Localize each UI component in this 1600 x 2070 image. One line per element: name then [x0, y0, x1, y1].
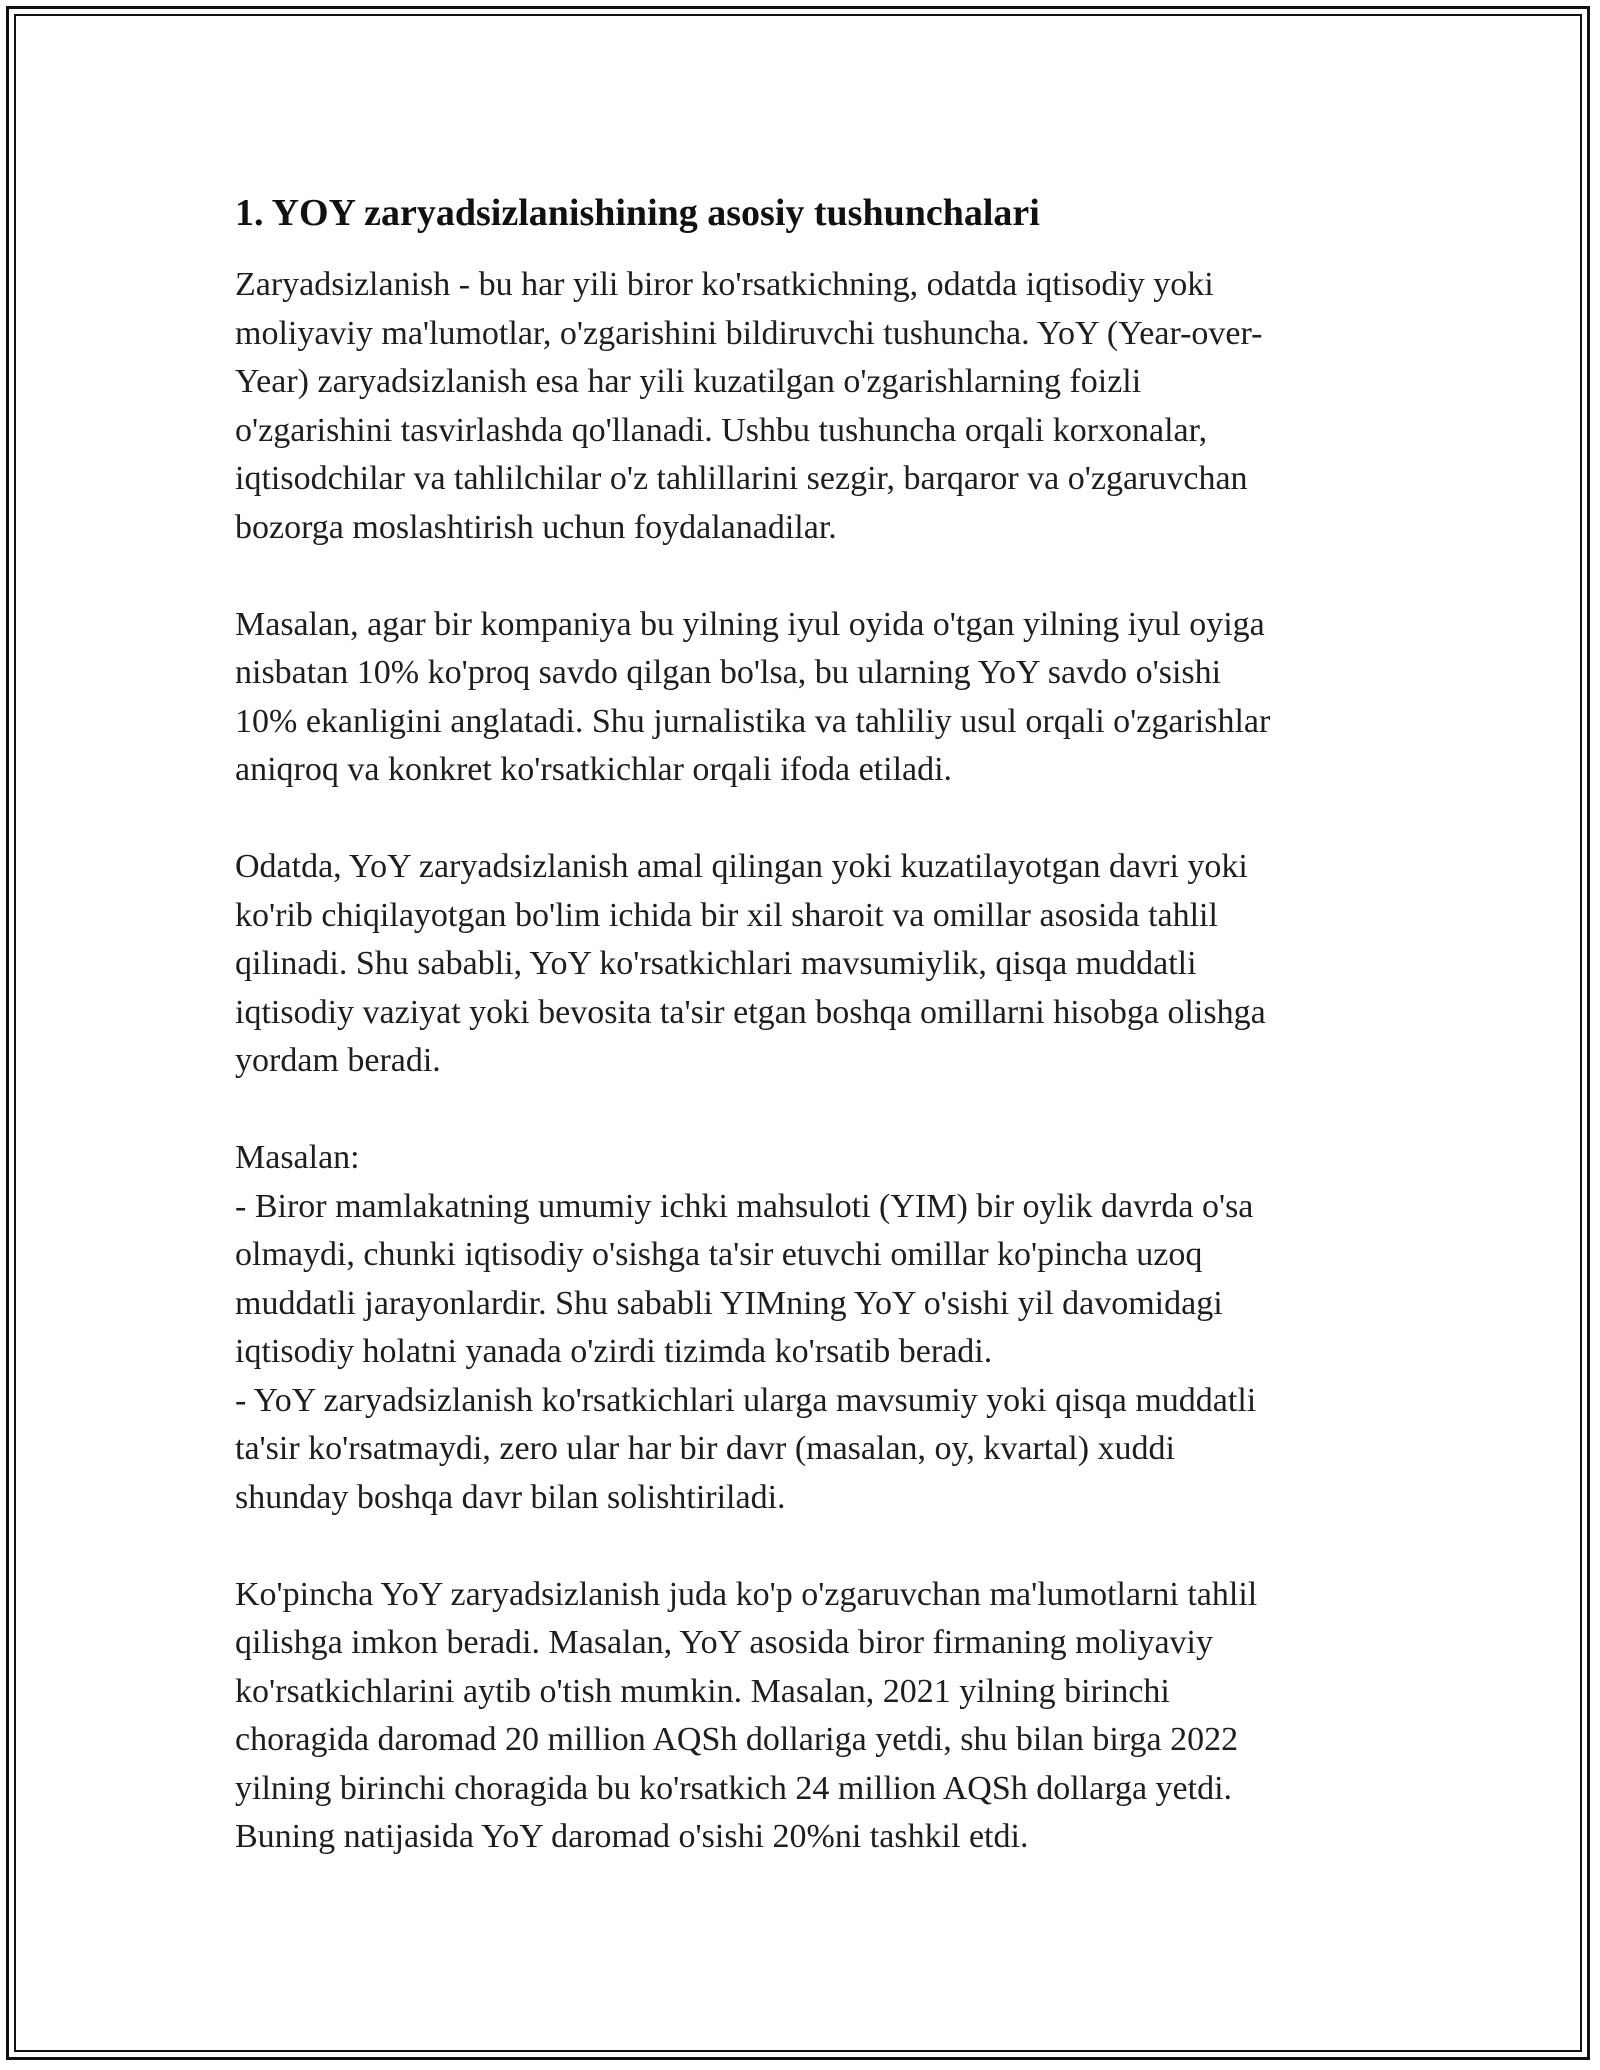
- text-line: Year) zaryadsizlanish esa har yili kuzatilgan o'zgarishlarning foizli: [235, 363, 1142, 400]
- text-line: qilishga imkon beradi. Masalan, YoY asosida biror firmaning moliyaviy: [235, 1624, 1213, 1661]
- text-line: ko'rib chiqilayotgan bo'lim ichida bir xil sharoit va omillar asosida tahlil: [235, 896, 1218, 934]
- text-line: ta'sir ko'rsatmaydi, zero ular har bir davr (masalan, oy, kvartal) xuddi: [235, 1430, 1175, 1467]
- paragraph-2: [235, 601, 1365, 795]
- text-line: olmaydi, chunki iqtisodiy o'sishga ta'sir etuvchi omillar ko'pincha uzoq: [235, 1236, 1203, 1273]
- document-body: [235, 185, 1365, 1910]
- text-line: muddatli jarayonlardir. Shu sababli YIMning YoY o'sishi yil davomidagi: [235, 1284, 1223, 1322]
- text-line: iqtisodiy vaziyat yoki bevosita ta'sir etgan boshqa omillarni hisobga olishga: [235, 993, 1266, 1031]
- text-line: shunday boshqa davr bilan solishtiriladi.: [235, 1478, 786, 1516]
- text-line: iqtisodiy holatni yanada o'zirdi tizimda ko'rsatib beradi.: [235, 1333, 993, 1370]
- text-line: moliyaviy ma'lumotlar, o'zgarishini bildiruvchi tushuncha. YoY (Year-over-: [235, 314, 1263, 352]
- text-line: qilinadi. Shu sababli, YoY ko'rsatkichlari mavsumiylik, qisqa muddatli: [235, 945, 1197, 982]
- text-line: yilning birinchi choragida bu ko'rsatkich 24 million AQSh dollarga yetdi.: [235, 1769, 1233, 1807]
- text-line: Ko'pincha YoY zaryadsizlanish juda ko'p o'zgaruvchan ma'lumotlarni tahlil: [235, 1575, 1258, 1613]
- text-line: nisbatan 10% ko'proq savdo qilgan bo'lsa, bu ularning YoY savdo o'sishi: [235, 654, 1222, 691]
- text-line: Masalan:: [235, 1139, 360, 1176]
- paragraph-3: [235, 843, 1365, 1086]
- text-line: Masalan, agar bir kompaniya bu yilning iyul oyida o'tgan yilning iyul oyiga: [235, 605, 1265, 643]
- document-title: 1. YOY zaryadsizlanishining asosiy tushunchalari: [235, 192, 1040, 234]
- text-line: choragida daromad 20 million AQSh dollariga yetdi, shu bilan birga 2022: [235, 1721, 1239, 1758]
- list-item: - YoY zaryadsizlanish ko'rsatkichlari ularga mavsumiy yoki qisqa muddatli: [235, 1381, 1257, 1419]
- text-line: 10% ekanligini anglatadi. Shu jurnalistika va tahliliy usul orqali o'zgarishlar: [235, 702, 1271, 740]
- text-line: o'zgarishini tasvirlashda qo'llanadi. Ushbu tushuncha orqali korxonalar,: [235, 411, 1208, 449]
- text-line: Zaryadsizlanish - bu har yili biror ko'rsatkichning, odatda iqtisodiy yoki: [235, 266, 1214, 303]
- paragraph-5: [235, 1571, 1365, 1862]
- paragraph-4: [235, 1134, 1365, 1522]
- text-line: yordam beradi.: [235, 1042, 441, 1079]
- text-line: aniqroq va konkret ko'rsatkichlar orqali ifoda etiladi.: [235, 751, 953, 788]
- list-item: - Biror mamlakatning umumiy ichki mahsuloti (YIM) bir oylik davrda o'sa: [235, 1187, 1254, 1225]
- paragraph-1: [235, 261, 1365, 552]
- text-line: ko'rsatkichlarini aytib o'tish mumkin. Masalan, 2021 yilning birinchi: [235, 1672, 1170, 1710]
- text-line: iqtisodchilar va tahlilchilar o'z tahlillarini sezgir, barqaror va o'zgaruvchan: [235, 460, 1248, 497]
- text-line: Buning natijasida YoY daromad o'sishi 20%ni tashkil etdi.: [235, 1818, 1029, 1855]
- text-line: bozorga moslashtirish uchun foydalanadilar.: [235, 508, 837, 546]
- text-line: Odatda, YoY zaryadsizlanish amal qilingan yoki kuzatilayotgan davri yoki: [235, 848, 1248, 885]
